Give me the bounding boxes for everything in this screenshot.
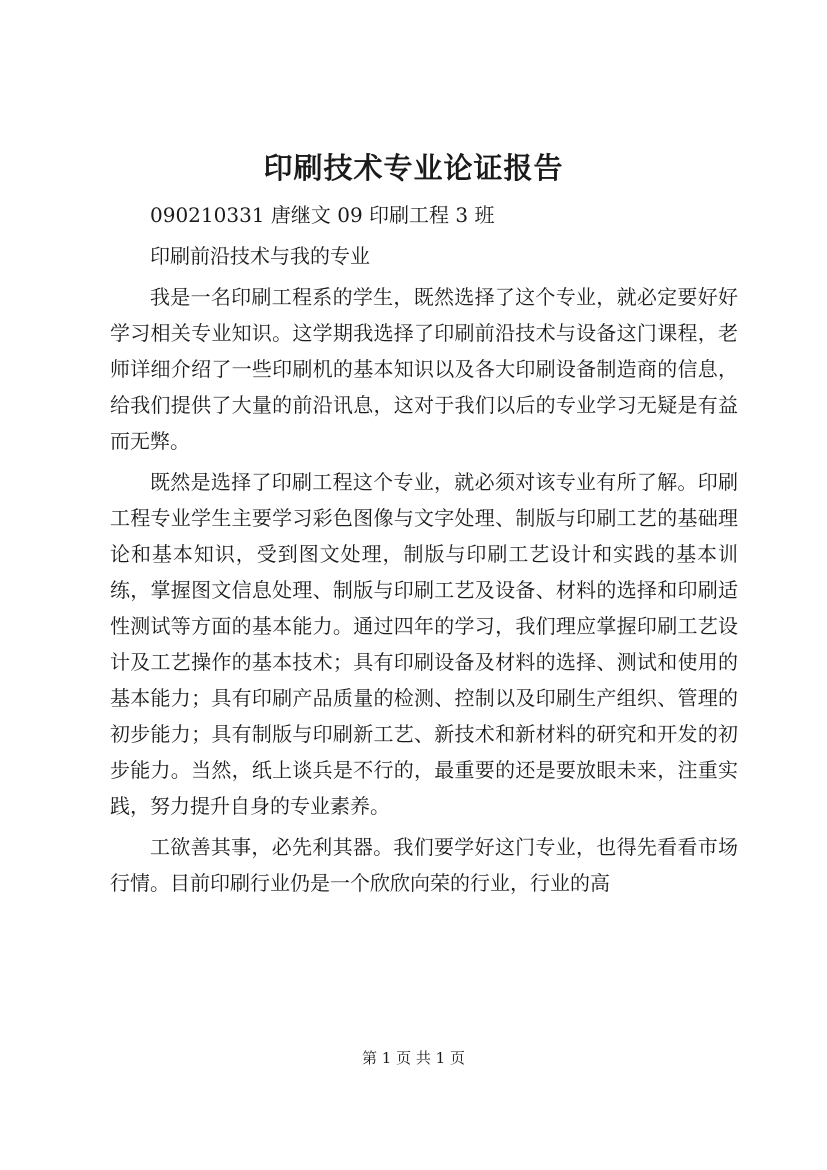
document-subtitle: 印刷前沿技术与我的专业 <box>150 244 370 268</box>
page-footer: 第 1 页 共 1 页 <box>362 1049 465 1067</box>
paragraph-1: 我是一名印刷工程系的学生，既然选择了这个专业，就必定要好好学习相关专业知识。这学期我选择了印刷前沿技术与设备这门课程，老师详细介绍了一些印刷机的基本知识以及各大印刷设备制造商的信息，给我们提供了大量的前沿讯息，这对于我们以后的专业学习无疑是有益而无弊。 <box>110 285 738 453</box>
author-line: 090210331 唐继文 09 印刷工程 3 班 <box>150 203 495 227</box>
document-body <box>110 197 738 906</box>
paragraph-3: 工欲善其事，必先利其器。我们要学好这门专业，也得先看看市场行情。目前印刷行业仍是一个欣欣向荣的行业，行业的高 <box>110 835 738 895</box>
document-title: 印刷技术专业论证报告 <box>263 151 564 185</box>
paragraph-2: 既然是选择了印刷工程这个专业，就必须对该专业有所了解。印刷工程专业学生主要学习彩色图像与文字处理、制版与印刷工艺的基础理论和基本知识，受到图文处理，制版与印刷工艺设计和实践的基本训练，掌握图文信息处理、制版与印刷工艺及设备、材料的选择和印刷适性测试等方面的基本能力。通过四年的学习，我们理应掌握印刷工艺设计及工艺操作的基本技术；具有印刷设备及材料的选择、测试和使用的基本能力；具有印刷产品质量的检测、控制以及印刷生产组织、管理的初步能力；具有制版与印刷新工艺、新技术和新材料的研究和开发的初步能力。当然，纸上谈兵是不行的，最重要的还是要放眼未来，注重实践，努力提升自身的专业素养。 <box>110 470 738 818</box>
